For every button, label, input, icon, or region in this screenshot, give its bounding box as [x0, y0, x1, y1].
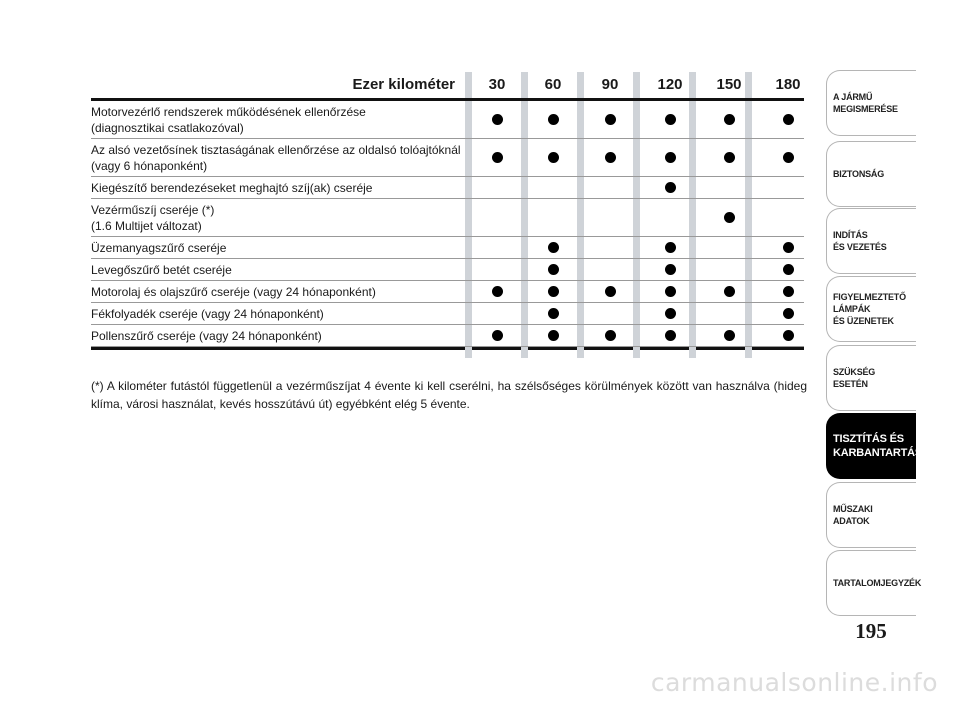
service-dot	[783, 152, 794, 163]
service-dot	[783, 242, 794, 253]
row-label-line: Fékfolyadék cseréje (vagy 24 hónaponként)	[91, 307, 324, 321]
row-label	[91, 199, 466, 236]
chapter-tab-szükség-esetén[interactable]	[826, 345, 916, 411]
km-column-150: 150	[716, 76, 742, 93]
row-label-line: Levegőszűrő betét cseréje	[91, 263, 232, 277]
service-dot	[724, 286, 735, 297]
footnote: (*) A kilométer futástól függetlenül a vezérműszíjat 4 évente ki kell cserélni, ha szélsőséges körülmények között van használva (hideg klíma, városi használat, kevés hosszútávú út) egyébként elég 5 évente.	[91, 379, 807, 411]
chapter-tab-label	[833, 577, 922, 589]
chapter-tab-label-line: A JÁRMŰ	[833, 92, 873, 102]
table-row	[91, 325, 804, 347]
service-dot	[665, 286, 676, 297]
chapter-tab-label-line: MEGISMERÉSE	[833, 104, 898, 114]
chapter-tab-tisztítás-és-karbantartás[interactable]	[826, 413, 923, 479]
row-label-line: Az alsó vezetősínek tisztaságának ellenőrzése az oldalsó tolóajtóknál	[91, 143, 461, 157]
service-dot	[492, 330, 503, 341]
chapter-tab-label	[833, 168, 914, 180]
chapter-tab-label	[833, 91, 914, 115]
service-dot	[665, 152, 676, 163]
service-dot	[783, 264, 794, 275]
row-label	[91, 303, 466, 324]
maintenance-table	[91, 72, 804, 350]
service-dot	[605, 330, 616, 341]
chapter-tab-label-line: ÉS ÜZENETEK	[833, 316, 894, 326]
chapter-tab-label	[833, 503, 914, 527]
row-label-line: Vezérműszíj cseréje (*)	[91, 203, 215, 217]
service-dot	[605, 114, 616, 125]
row-label-line: Motorolaj és olajszűrő cseréje (vagy 24 hónaponként)	[91, 285, 376, 299]
service-dot	[724, 152, 735, 163]
row-label	[91, 325, 466, 346]
chapter-tab-label-line: SZÜKSÉG	[833, 367, 876, 377]
chapter-tab-label	[833, 432, 923, 460]
row-label	[91, 101, 466, 138]
service-dot	[783, 308, 794, 319]
service-dot	[783, 330, 794, 341]
chapter-tab-label-line: TARTALOMJEGYZÉK	[833, 578, 922, 588]
chapter-tab-label-line: INDÍTÁS	[833, 230, 868, 240]
service-dot	[548, 308, 559, 319]
service-dot	[548, 330, 559, 341]
chapter-tab-label-line: MŰSZAKI	[833, 504, 873, 514]
km-header-title: Ezer kilométer	[352, 76, 455, 93]
service-dot	[492, 286, 503, 297]
service-dot	[548, 114, 559, 125]
table-row	[91, 199, 804, 237]
page-number: 195	[855, 619, 887, 643]
row-label-line: (1.6 Multijet változat)	[91, 219, 202, 233]
service-dot	[665, 242, 676, 253]
chapter-tab-label-line: ADATOK	[833, 516, 870, 526]
table-row	[91, 281, 804, 303]
table-row	[91, 303, 804, 325]
service-dot	[665, 182, 676, 193]
chapter-tab-label-line: TISZTÍTÁS ÉS	[833, 433, 904, 445]
chapter-tab-műszaki-adatok[interactable]	[826, 482, 916, 548]
row-label	[91, 177, 466, 198]
chapter-tab-label	[833, 229, 914, 253]
table-bottom-rule	[91, 347, 804, 350]
table-body	[91, 101, 804, 347]
table-row	[91, 259, 804, 281]
table-row	[91, 139, 804, 177]
km-column-180: 180	[775, 76, 801, 93]
service-dot	[548, 152, 559, 163]
service-dot	[665, 264, 676, 275]
chapter-tab-label	[833, 291, 914, 327]
km-column-60: 60	[544, 76, 562, 93]
row-label-line: (diagnosztikai csatlakozóval)	[91, 121, 244, 135]
table-row	[91, 101, 804, 139]
chapter-tab-biztonság[interactable]	[826, 141, 916, 207]
km-column-30: 30	[488, 76, 506, 93]
chapter-tab-a-jármű-megismerése[interactable]	[826, 70, 916, 136]
chapter-tab-label	[833, 366, 914, 390]
chapter-tab-tartalomjegyzék[interactable]	[826, 550, 922, 616]
chapter-tab-label-line: KARBANTARTÁS	[833, 447, 923, 459]
chapter-tab-label-line: ESETÉN	[833, 379, 868, 389]
service-dot	[665, 308, 676, 319]
chapter-tab-label-line: ÉS VEZETÉS	[833, 242, 887, 252]
row-label-line: (vagy 6 hónaponként)	[91, 159, 208, 173]
service-dot	[548, 264, 559, 275]
chapter-tab-figyelmeztető-lámpák-és-üzenetek[interactable]	[826, 276, 916, 342]
row-label	[91, 259, 466, 280]
row-label-line: Kiegészítő berendezéseket meghajtó szíj(ak) cseréje	[91, 181, 373, 195]
service-dot	[724, 330, 735, 341]
service-dot	[665, 114, 676, 125]
service-dot	[492, 114, 503, 125]
service-dot	[783, 286, 794, 297]
service-dot	[783, 114, 794, 125]
row-label-line: Pollenszűrő cseréje (vagy 24 hónaponként)	[91, 329, 322, 343]
row-label	[91, 139, 466, 176]
table-row	[91, 237, 804, 259]
row-label-line: Motorvezérlő rendszerek működésének ellenőrzése	[91, 105, 366, 119]
chapter-tab-label-line: FIGYELMEZTETŐ	[833, 292, 906, 302]
service-dot	[492, 152, 503, 163]
km-column-90: 90	[601, 76, 619, 93]
service-dot	[605, 152, 616, 163]
row-label-line: Üzemanyagszűrő cseréje	[91, 241, 227, 255]
row-label	[91, 237, 466, 258]
chapter-tab-label-line: BIZTONSÁG	[833, 169, 885, 179]
table-header	[91, 72, 804, 101]
service-dot	[665, 330, 676, 341]
service-dot	[724, 114, 735, 125]
chapter-tab-label-line: LÁMPÁK	[833, 304, 871, 314]
row-label	[91, 281, 466, 302]
service-dot	[548, 242, 559, 253]
watermark: carmanualsonline.info	[650, 668, 938, 697]
chapter-tab-indítás-és-vezetés[interactable]	[826, 208, 916, 274]
km-column-120: 120	[657, 76, 683, 93]
service-dot	[724, 212, 735, 223]
table-row	[91, 177, 804, 199]
service-dot	[605, 286, 616, 297]
service-dot	[548, 286, 559, 297]
